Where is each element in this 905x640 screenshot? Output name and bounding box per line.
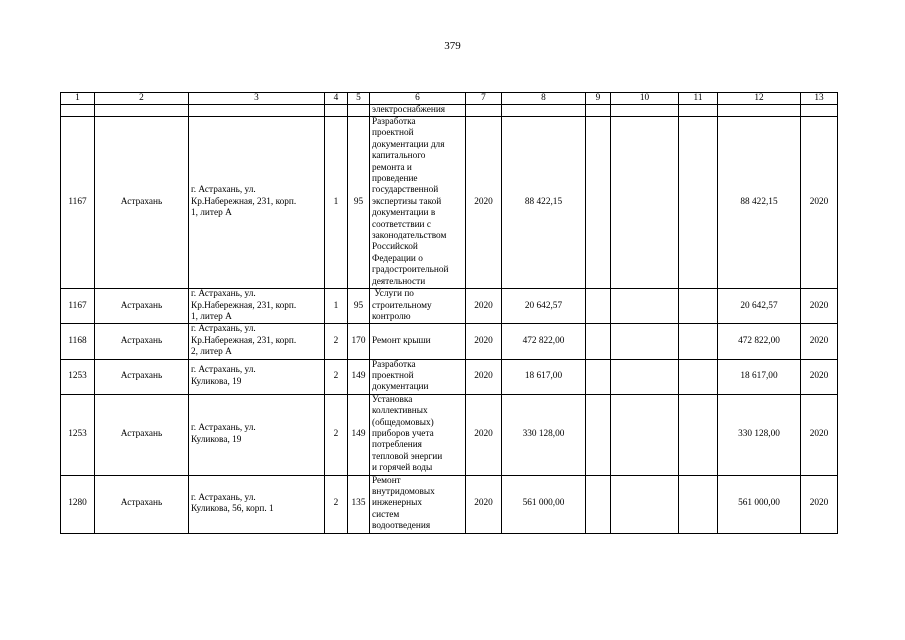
address_lines-line: 1, литер А [191, 208, 232, 219]
cell-col10 [611, 117, 679, 289]
cell-address [189, 289, 325, 324]
address_lines-line: Кр.Набережная, 231, корп. [191, 300, 297, 311]
column-header: 13 [801, 93, 838, 105]
cell-amount-total: 330 128,00 [718, 394, 801, 475]
work_lines-line: контролю [372, 311, 411, 322]
cell-address [189, 324, 325, 359]
cell-city: Астрахань [95, 359, 189, 394]
work_lines-line: Установка [372, 394, 413, 405]
column-header: 12 [718, 93, 801, 105]
cell-col9 [586, 117, 611, 289]
address_lines-line: г. Астрахань, ул. [191, 324, 256, 335]
cell-col4: 2 [325, 324, 348, 359]
cell-amount: 18 617,00 [502, 359, 586, 394]
work_lines-line: градостроительной [372, 265, 449, 276]
work_lines-line: Ремонт [372, 475, 401, 486]
address_lines-line: г. Астрахань, ул. [191, 365, 256, 376]
address_lines-line: Кр.Набережная, 231, корп. [191, 335, 297, 346]
cell-id: 1168 [61, 324, 95, 359]
cell-city: Астрахань [95, 117, 189, 289]
work_lines-line: и горячей воды [372, 463, 433, 474]
work_lines-line: проектной [372, 128, 414, 139]
register-table [60, 92, 838, 534]
cell-col11 [679, 289, 718, 324]
cell-city: Астрахань [95, 394, 189, 475]
work_lines-line: Ремонт крыши [372, 335, 431, 346]
cell-amount: 20 642,57 [502, 289, 586, 324]
address_lines-line: г. Астрахань, ул. [191, 289, 256, 300]
column-header: 5 [348, 93, 370, 105]
work_lines-line: документации для [372, 139, 445, 150]
cell-address [189, 117, 325, 289]
cell-col11 [679, 394, 718, 475]
work_lines-line: законодательством [372, 231, 447, 242]
cell-year: 2020 [466, 117, 502, 289]
cell-col4: 1 [325, 289, 348, 324]
column-number-row [61, 93, 838, 105]
cell-col10 [611, 324, 679, 359]
work_lines-line: коллективных [372, 406, 428, 417]
address_lines-line: г. Астрахань, ул. [191, 492, 256, 503]
cell-city: Астрахань [95, 289, 189, 324]
cell-address [189, 475, 325, 533]
address_lines-line: г. Астрахань, ул. [191, 185, 256, 196]
cell-amount-total: 561 000,00 [718, 475, 801, 533]
cell-id: 1253 [61, 359, 95, 394]
work_lines-line: водоотведения [372, 521, 431, 532]
continuation-text: электроснабжения [370, 105, 466, 117]
work_lines-line: документации в [372, 208, 436, 219]
cell-col10 [611, 289, 679, 324]
cell-amount: 561 000,00 [502, 475, 586, 533]
cell-amount-total: 18 617,00 [718, 359, 801, 394]
table-row [61, 289, 838, 324]
cell-year: 2020 [466, 394, 502, 475]
cell-col4: 2 [325, 394, 348, 475]
cell-amount-total: 472 822,00 [718, 324, 801, 359]
cell-amount-total: 88 422,15 [718, 117, 801, 289]
cell-city: Астрахань [95, 475, 189, 533]
work_lines-line: государственной [372, 185, 439, 196]
work_lines-line: Федерации о [372, 253, 423, 264]
cell-id: 1167 [61, 117, 95, 289]
work_lines-line: документации [372, 382, 429, 393]
work_lines-line: деятельности [372, 276, 426, 287]
cell-amount-total: 20 642,57 [718, 289, 801, 324]
work_lines-line: тепловой энергии [372, 451, 443, 462]
column-header: 7 [466, 93, 502, 105]
cell-col4: 2 [325, 475, 348, 533]
work_lines-line: капитального [372, 151, 426, 162]
column-header: 11 [679, 93, 718, 105]
work_lines-line: потребления [372, 440, 422, 451]
cell-year: 2020 [466, 359, 502, 394]
work_lines-line: строительному [372, 300, 432, 311]
cell-col11 [679, 475, 718, 533]
work_lines-line: систем [372, 509, 400, 520]
address_lines-line: Куликова, 56, корп. 1 [191, 504, 274, 515]
cell-year: 2020 [466, 289, 502, 324]
address_lines-line: Кр.Набережная, 231, корп. [191, 196, 297, 207]
cell-col9 [586, 324, 611, 359]
work_lines-line: внутридомовых [372, 487, 435, 497]
column-header: 9 [586, 93, 611, 105]
work_lines-line: проектной [372, 370, 414, 381]
cell-col10 [611, 359, 679, 394]
cell-col5: 95 [348, 117, 370, 289]
cell-col11 [679, 117, 718, 289]
cell-work [370, 475, 466, 533]
table-row [61, 394, 838, 475]
cell-year: 2020 [466, 324, 502, 359]
cell-col5: 149 [348, 359, 370, 394]
work_lines-line: Разработка [372, 359, 416, 370]
cell-work [370, 324, 466, 359]
column-header: 10 [611, 93, 679, 105]
table-row [61, 359, 838, 394]
cell-year-end: 2020 [801, 289, 838, 324]
cell-work [370, 289, 466, 324]
cell-year: 2020 [466, 475, 502, 533]
cell-year-end: 2020 [801, 359, 838, 394]
work_lines-line: приборов учета [372, 428, 434, 439]
cell-year-end: 2020 [801, 324, 838, 359]
work_lines-line: экспертизы такой [372, 196, 442, 207]
cell-id: 1280 [61, 475, 95, 533]
cell-work [370, 117, 466, 289]
table-row [61, 117, 838, 289]
work_lines-line: (общедомовых) [372, 417, 434, 428]
column-header: 3 [189, 93, 325, 105]
address_lines-line: Куликова, 19 [191, 434, 242, 445]
work_lines-line: ремонта и [372, 162, 412, 173]
work_lines-line: Услуги по [372, 289, 414, 300]
cell-col9 [586, 289, 611, 324]
cell-col4: 1 [325, 117, 348, 289]
cell-col5: 170 [348, 324, 370, 359]
cell-city: Астрахань [95, 324, 189, 359]
cell-work [370, 359, 466, 394]
table-row [61, 475, 838, 533]
cell-id: 1253 [61, 394, 95, 475]
work_lines-line: инженерных [372, 498, 422, 509]
cell-col10 [611, 475, 679, 533]
cell-id: 1167 [61, 289, 95, 324]
cell-amount: 330 128,00 [502, 394, 586, 475]
address_lines-line: 2, литер А [191, 347, 232, 358]
cell-col4: 2 [325, 359, 348, 394]
cell-col9 [586, 359, 611, 394]
cell-col11 [679, 359, 718, 394]
cell-year-end: 2020 [801, 394, 838, 475]
cell-work [370, 394, 466, 475]
cell-col9 [586, 394, 611, 475]
cell-col10 [611, 394, 679, 475]
cell-col11 [679, 324, 718, 359]
cell-col5: 135 [348, 475, 370, 533]
work_lines-line: Разработка [372, 117, 416, 127]
cell-col9 [586, 475, 611, 533]
page-number: 379 [444, 40, 461, 52]
column-header: 2 [95, 93, 189, 105]
work_lines-line: Российской [372, 242, 418, 253]
cell-col5: 95 [348, 289, 370, 324]
continuation-row [61, 105, 838, 117]
cell-address [189, 359, 325, 394]
cell-amount: 88 422,15 [502, 117, 586, 289]
cell-address [189, 394, 325, 475]
work_lines-line: проведение [372, 174, 418, 185]
cell-year-end: 2020 [801, 117, 838, 289]
work_lines-line: соответствии с [372, 219, 431, 230]
table-row [61, 324, 838, 359]
address_lines-line: Куликова, 19 [191, 376, 242, 387]
cell-year-end: 2020 [801, 475, 838, 533]
column-header: 8 [502, 93, 586, 105]
cell-col5: 149 [348, 394, 370, 475]
address_lines-line: 1, литер А [191, 311, 232, 322]
address_lines-line: г. Астрахань, ул. [191, 423, 256, 434]
cell-amount: 472 822,00 [502, 324, 586, 359]
column-header: 6 [370, 93, 466, 105]
column-header: 1 [61, 93, 95, 105]
column-header: 4 [325, 93, 348, 105]
